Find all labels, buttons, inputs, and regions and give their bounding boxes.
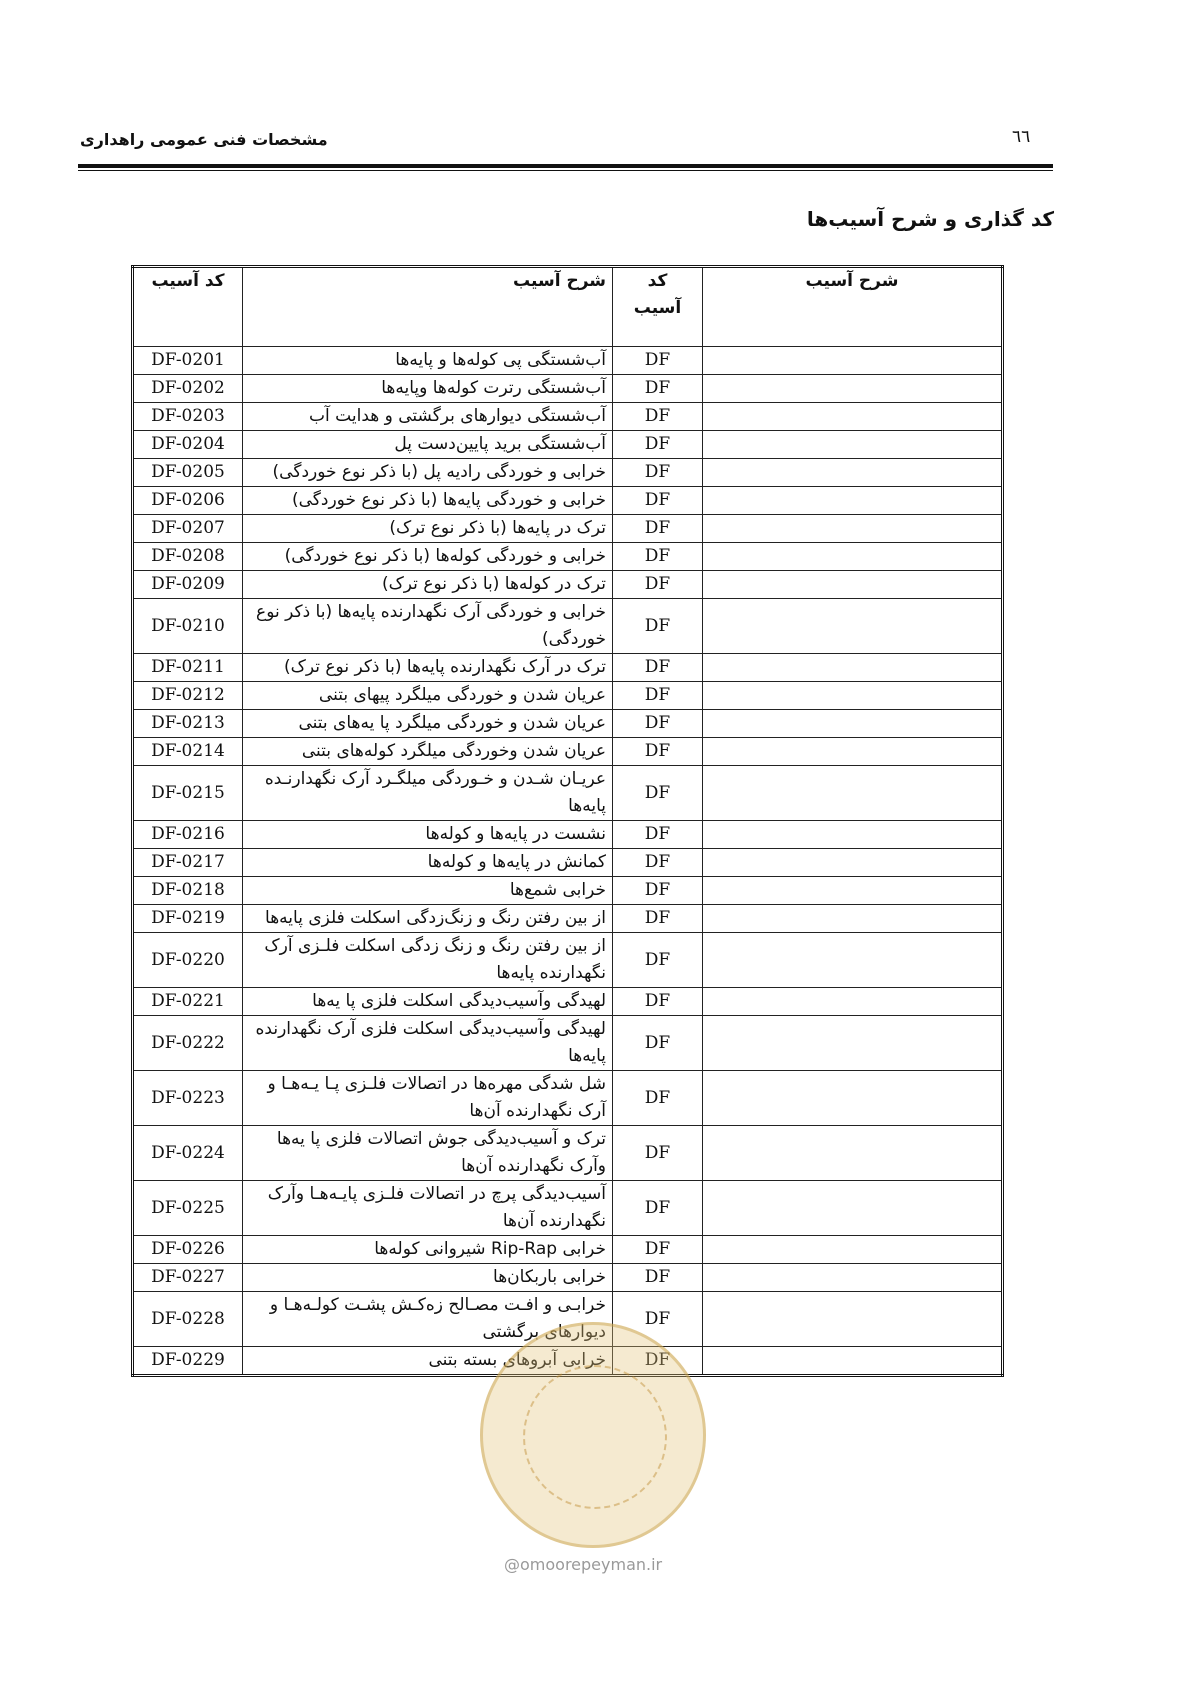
table-row [133,1181,1003,1236]
damage-description-cell: آب‌شستگی برید پایین‌دست پل [243,431,613,459]
table-row [133,1016,1003,1071]
damage-code-cell: DF-0208 [133,543,243,571]
df-code-cell: DF [613,459,703,487]
damage-code-cell: DF-0210 [133,599,243,654]
blank-description-cell [703,571,1003,599]
damage-description-cell: ترک در کوله‌ها (با ذکر نوع ترک) [243,571,613,599]
header-rule-thick [78,164,1053,168]
table-row [133,1264,1003,1292]
damage-description-cell: از بین رفتن رنگ و زنگ زدگی اسکلت فلـزی آرک نگهدارنده پایه‌ها [243,933,613,988]
table-row [133,849,1003,877]
damage-description-cell: شل شدگی مهره‌ها در اتصالات فلـزی پـا یـه‌هـا و آرک نگهدارنده آن‌ها [243,1071,613,1126]
damage-code-cell: DF-0216 [133,821,243,849]
damage-description-cell: عریان شدن و خوردگی میلگرد پیهای بتنی [243,682,613,710]
table-body [133,347,1003,1376]
df-code-cell: DF [613,988,703,1016]
damage-code-cell: DF-0202 [133,375,243,403]
damage-description-cell: آب‌شستگی پی کوله‌ها و پایه‌ها [243,347,613,375]
damage-description-cell: خرابی و خوردگی کوله‌ها (با ذکر نوع خوردگی) [243,543,613,571]
df-code-cell: DF [613,877,703,905]
blank-description-cell [703,347,1003,375]
table-row [133,431,1003,459]
damage-code-cell: DF-0211 [133,654,243,682]
damage-description-cell: ترک در پایه‌ها (با ذکر نوع ترک) [243,515,613,543]
header-damage-description-2: شرح آسیب [703,267,1003,347]
table-row [133,375,1003,403]
damage-code-cell: DF-0218 [133,877,243,905]
damage-description-cell: خرابی و خوردگی پایه‌ها (با ذکر نوع خوردگی) [243,487,613,515]
damage-description-cell: لهیدگی وآسیب‌دیدگی اسکلت فلزی آرک نگهدارنده پایه‌ها [243,1016,613,1071]
df-code-cell: DF [613,821,703,849]
blank-description-cell [703,515,1003,543]
damage-code-cell: DF-0224 [133,1126,243,1181]
table-row [133,710,1003,738]
page-number: ٦٦ [1012,127,1031,147]
blank-description-cell [703,487,1003,515]
damage-code-cell: DF-0212 [133,682,243,710]
damage-code-cell: DF-0207 [133,515,243,543]
damage-code-cell: DF-0229 [133,1347,243,1376]
table-row [133,766,1003,821]
table-row [133,403,1003,431]
seal-watermark [480,1322,706,1548]
blank-description-cell [703,710,1003,738]
df-code-cell: DF [613,515,703,543]
blank-description-cell [703,988,1003,1016]
damage-code-table [131,265,1004,1377]
blank-description-cell [703,431,1003,459]
df-code-cell: DF [613,1126,703,1181]
damage-code-cell: DF-0214 [133,738,243,766]
df-code-cell: DF [613,905,703,933]
table-row [133,988,1003,1016]
section-title: کد گذاری و شرح آسیب‌ها [806,207,1054,231]
table-row [133,487,1003,515]
damage-description-cell: آب‌شستگی دیوارهای برگشتی و هدایت آب [243,403,613,431]
df-code-cell: DF [613,599,703,654]
table-row [133,1236,1003,1264]
blank-description-cell [703,1347,1003,1376]
blank-description-cell [703,1264,1003,1292]
table-row [133,571,1003,599]
damage-code-cell: DF-0217 [133,849,243,877]
df-code-cell: DF [613,1181,703,1236]
blank-description-cell [703,543,1003,571]
damage-description-cell: خرابی و خوردگی رادیه پل (با ذکر نوع خوردگی) [243,459,613,487]
blank-description-cell [703,877,1003,905]
blank-description-cell [703,682,1003,710]
df-code-cell: DF [613,1347,703,1376]
table-row [133,738,1003,766]
damage-description-cell: کمانش در پایه‌ها و کوله‌ها [243,849,613,877]
table-row [133,515,1003,543]
damage-code-cell: DF-0220 [133,933,243,988]
table-row [133,599,1003,654]
blank-description-cell [703,1071,1003,1126]
df-code-cell: DF [613,766,703,821]
damage-code-cell: DF-0206 [133,487,243,515]
damage-description-cell: آب‌شستگی رترت کوله‌ها وپایه‌ها [243,375,613,403]
table-row [133,877,1003,905]
df-code-cell: DF [613,682,703,710]
df-code-cell: DF [613,1236,703,1264]
df-code-cell: DF [613,431,703,459]
blank-description-cell [703,766,1003,821]
damage-code-cell: DF-0205 [133,459,243,487]
damage-code-cell: DF-0213 [133,710,243,738]
table-row [133,905,1003,933]
df-code-cell: DF [613,543,703,571]
damage-description-cell: عریان شدن و خوردگی میلگرد پا یه‌های بتنی [243,710,613,738]
blank-description-cell [703,403,1003,431]
df-code-cell: DF [613,1292,703,1347]
table-row [133,821,1003,849]
damage-code-cell: DF-0227 [133,1264,243,1292]
damage-description-cell: آسیب‌دیدگی پرچ در اتصالات فلـزی پایـه‌هـا وآرک نگهدارنده آن‌ها [243,1181,613,1236]
blank-description-cell [703,459,1003,487]
damage-description-cell: ترک در آرک نگهدارنده پایه‌ها (با ذکر نوع ترک) [243,654,613,682]
blank-description-cell [703,738,1003,766]
damage-code-cell: DF-0201 [133,347,243,375]
df-code-cell: DF [613,403,703,431]
damage-code-cell: DF-0222 [133,1016,243,1071]
damage-code-cell: DF-0221 [133,988,243,1016]
damage-code-cell: DF-0219 [133,905,243,933]
table-row [133,682,1003,710]
blank-description-cell [703,599,1003,654]
blank-description-cell [703,1126,1003,1181]
blank-description-cell [703,821,1003,849]
df-code-cell: DF [613,933,703,988]
damage-description-cell: لهیدگی وآسیب‌دیدگی اسکلت فلزی پا یه‌ها [243,988,613,1016]
damage-description-cell: خرابـی و افـت مصـالح زه‌کـش پشـت کولـه‌هـا و دیوارهای برگشتی [243,1292,613,1347]
table-row [133,543,1003,571]
header-df-line1: کد [647,271,668,291]
header-damage-code: کد آسیب [133,267,243,347]
damage-description-cell: عریـان شـدن و خـوردگی میلگـرد آرک نگهدارنـده پایه‌ها [243,766,613,821]
damage-code-cell: DF-0209 [133,571,243,599]
table-row [133,347,1003,375]
damage-code-cell: DF-0223 [133,1071,243,1126]
blank-description-cell [703,1236,1003,1264]
table-row [133,1071,1003,1126]
damage-code-cell: DF-0228 [133,1292,243,1347]
damage-description-cell: عریان شدن وخوردگی میلگرد کوله‌های بتنی [243,738,613,766]
blank-description-cell [703,1292,1003,1347]
damage-code-cell: DF-0204 [133,431,243,459]
df-code-cell: DF [613,487,703,515]
df-code-cell: DF [613,654,703,682]
seal-watermark-ring [523,1365,667,1509]
table-row [133,459,1003,487]
damage-code-cell: DF-0226 [133,1236,243,1264]
damage-code-cell: DF-0215 [133,766,243,821]
df-code-cell: DF [613,1071,703,1126]
df-code-cell: DF [613,738,703,766]
damage-description-cell: خرابی آبروهای بسته بتنی [243,1347,613,1376]
df-code-cell: DF [613,1016,703,1071]
header-df-code [613,267,703,347]
blank-description-cell [703,654,1003,682]
damage-description-cell: خرابی و خوردگی آرک نگهدارنده پایه‌ها (با ذکر نوع خوردگی) [243,599,613,654]
website-watermark: @omoorepeyman.ir [504,1555,663,1574]
damage-description-cell: خرابی باربکان‌ها [243,1264,613,1292]
table-row [133,933,1003,988]
blank-description-cell [703,1181,1003,1236]
df-code-cell: DF [613,347,703,375]
damage-code-cell: DF-0225 [133,1181,243,1236]
blank-description-cell [703,375,1003,403]
damage-description-cell: نشست در پایه‌ها و کوله‌ها [243,821,613,849]
damage-description-cell: از بین رفتن رنگ و زنگ‌زدگی اسکلت فلزی پایه‌ها [243,905,613,933]
blank-description-cell [703,849,1003,877]
table-row [133,654,1003,682]
blank-description-cell [703,1016,1003,1071]
damage-description-cell: خرابی Rip-Rap شیروانی کوله‌ها [243,1236,613,1264]
header-df-line2: آسیب [633,298,682,318]
header-rule-thin [78,170,1053,171]
df-code-cell: DF [613,849,703,877]
damage-description-cell: خرابی شمع‌ها [243,877,613,905]
blank-description-cell [703,933,1003,988]
damage-description-cell: ترک و آسیب‌دیدگی جوش اتصالات فلزی پا یه‌ها وآرک نگهدارنده آن‌ها [243,1126,613,1181]
running-header-title: مشخصات فنی عمومی راهداری [80,130,328,149]
damage-code-cell: DF-0203 [133,403,243,431]
table-row [133,1126,1003,1181]
df-code-cell: DF [613,1264,703,1292]
df-code-cell: DF [613,710,703,738]
df-code-cell: DF [613,375,703,403]
header-damage-description: شرح آسیب [243,267,613,347]
df-code-cell: DF [613,571,703,599]
blank-description-cell [703,905,1003,933]
table-header-row [133,267,1003,347]
